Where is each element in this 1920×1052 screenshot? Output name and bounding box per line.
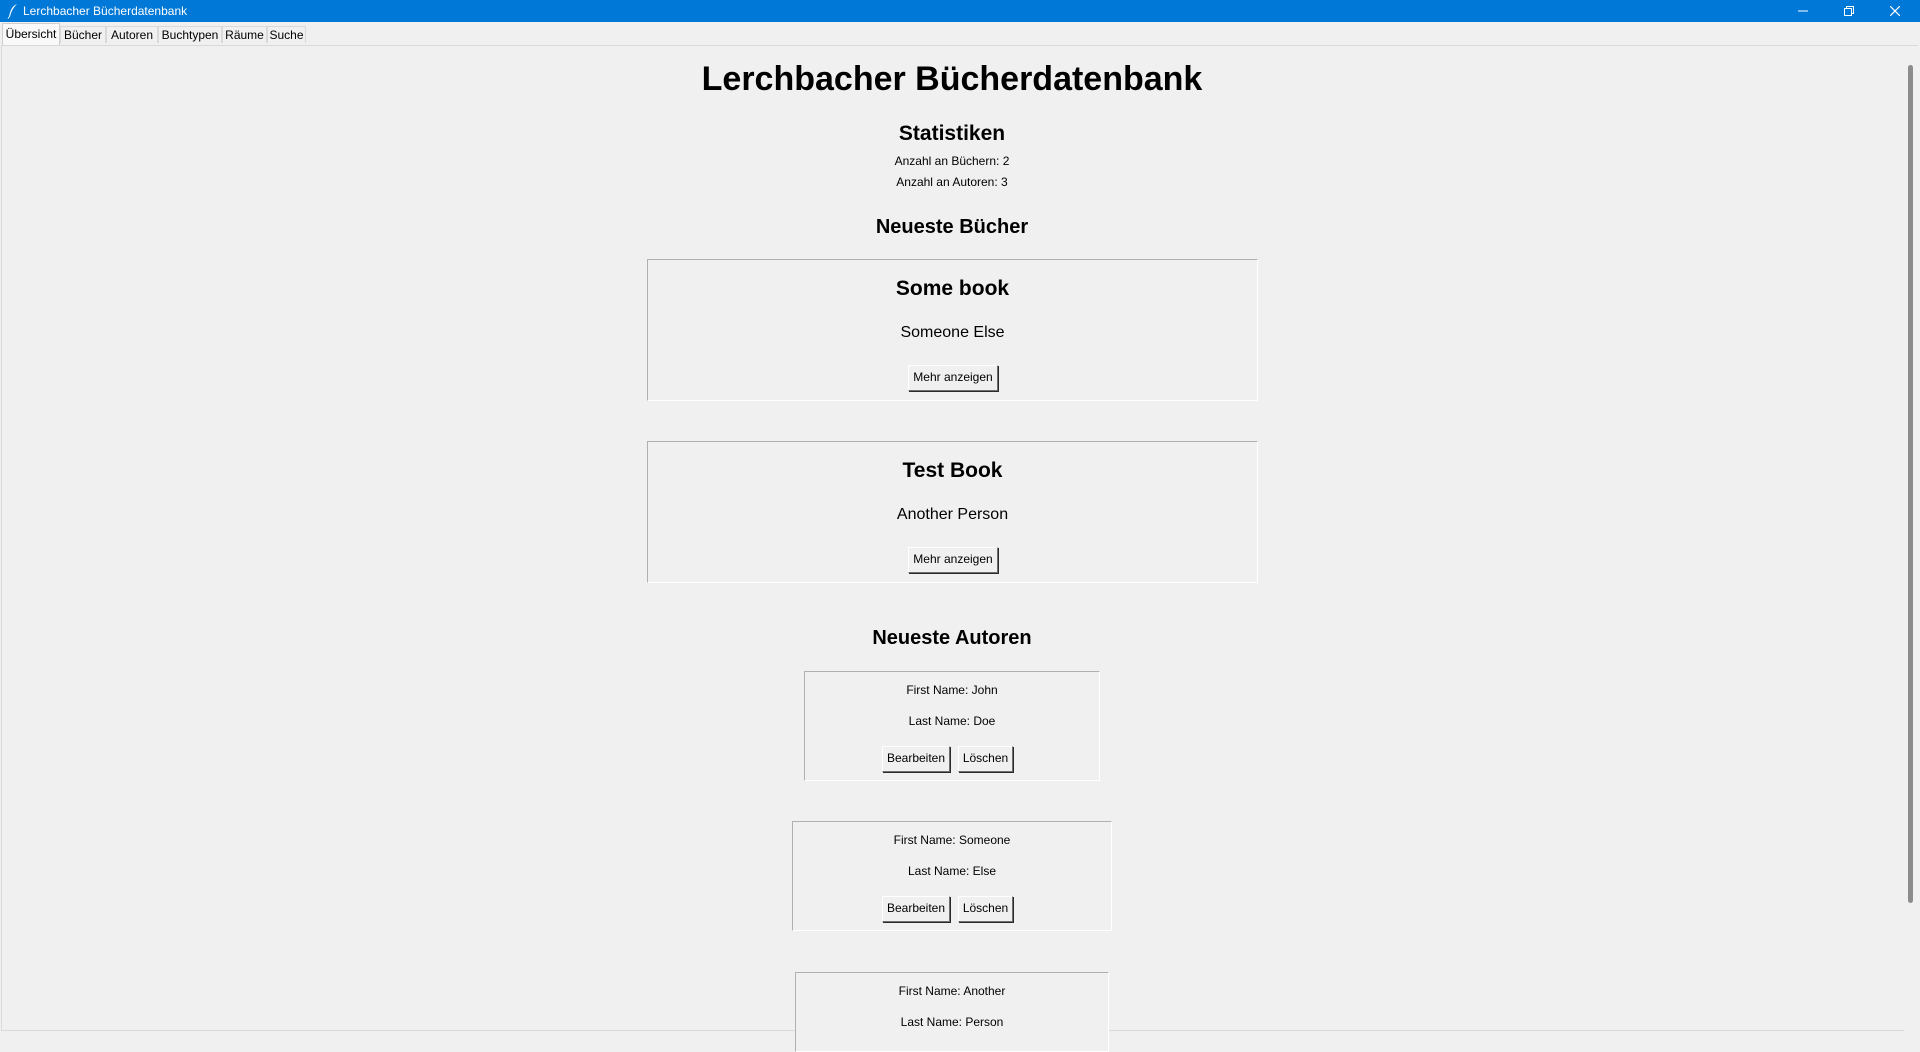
author-card (792, 821, 1112, 931)
restore-icon (1844, 6, 1854, 16)
tab-autoren[interactable]: Autoren (106, 26, 158, 43)
tab-suche[interactable]: Suche (267, 26, 306, 43)
book-author: Someone Else (900, 324, 1005, 341)
latest-authors-heading: Neueste Autoren (872, 627, 1032, 649)
notebook-tabbar (0, 22, 1920, 45)
stats-heading: Statistiken (898, 122, 1006, 145)
delete-author-button[interactable]: Löschen (958, 746, 1013, 772)
tab-buecher[interactable]: Bücher (60, 26, 106, 43)
author-last-name: Last Name: Person (900, 1015, 1004, 1029)
stat-author-count: Anzahl an Autoren: 3 (896, 175, 1008, 189)
author-last-name: Last Name: Doe (908, 714, 996, 728)
stat-book-count: Anzahl an Büchern: 2 (894, 154, 1010, 168)
vertical-scrollbar[interactable] (1904, 46, 1918, 1031)
author-last-name: Last Name: Else (907, 864, 997, 878)
scrollbar-thumb[interactable] (1908, 65, 1913, 903)
book-card (647, 441, 1258, 583)
page-title: Lerchbacher Bücherdatenbank (701, 60, 1203, 98)
minimize-button[interactable] (1780, 0, 1826, 22)
restore-button[interactable] (1826, 0, 1872, 22)
close-icon (1890, 6, 1900, 16)
show-more-button[interactable]: Mehr anzeigen (908, 547, 998, 573)
window-title: Lerchbacher Bücherdatenbank (23, 4, 188, 18)
author-first-name: First Name: Someone (893, 833, 1011, 847)
author-card (804, 671, 1100, 781)
author-first-name: First Name: Another (898, 984, 1006, 998)
author-first-name: First Name: John (906, 683, 998, 697)
book-title: Test Book (902, 459, 1003, 482)
author-card (795, 972, 1109, 1052)
tab-buchtypen[interactable]: Buchtypen (158, 26, 222, 43)
delete-author-button[interactable]: Löschen (958, 896, 1013, 922)
book-title: Some book (895, 277, 1010, 300)
window-titlebar (0, 0, 1920, 22)
tab-uebersicht[interactable]: Übersicht (2, 23, 60, 45)
show-more-button[interactable]: Mehr anzeigen (908, 365, 998, 391)
tab-raeume[interactable]: Räume (222, 26, 267, 43)
book-card (647, 259, 1258, 401)
book-author: Another Person (896, 506, 1009, 523)
latest-books-heading: Neueste Bücher (875, 216, 1029, 238)
edit-author-button[interactable]: Bearbeiten (882, 746, 950, 772)
feather-icon (6, 3, 20, 19)
close-button[interactable] (1872, 0, 1918, 22)
edit-author-button[interactable]: Bearbeiten (882, 896, 950, 922)
minimize-icon (1798, 6, 1808, 16)
